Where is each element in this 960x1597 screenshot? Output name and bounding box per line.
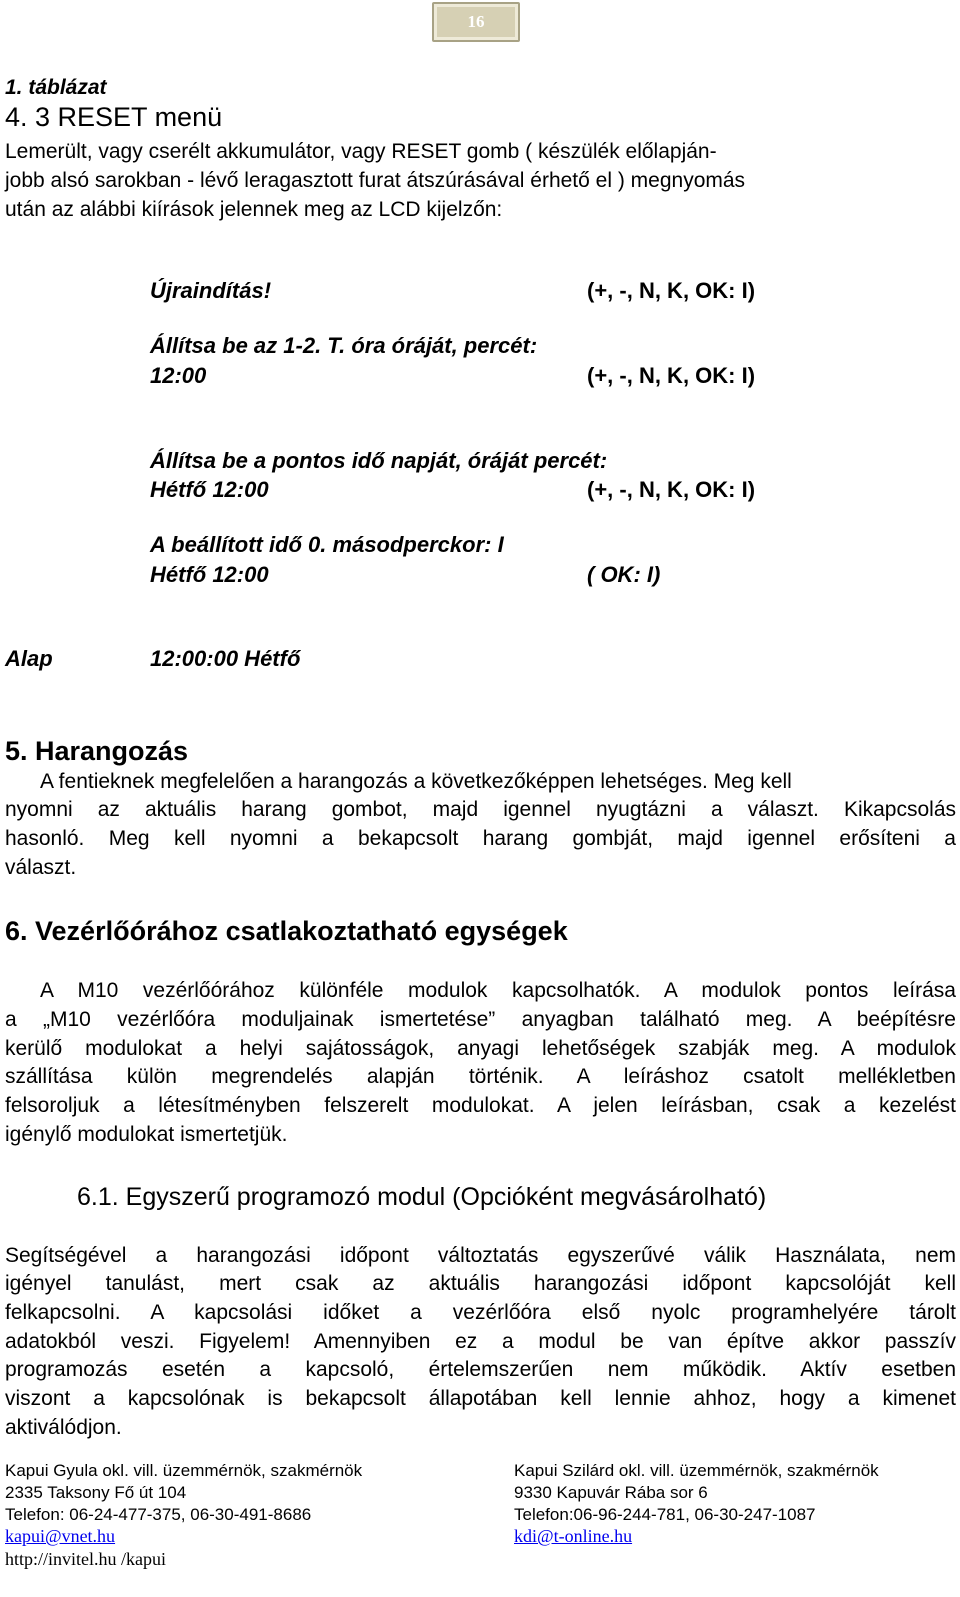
section-6-line: A M10 vezérlőórához különféle modulok kapcsolhatók. A modulok pontos leírása <box>40 979 956 1002</box>
footer-right-address: 9330 Kapuvár Rába sor 6 <box>514 1483 708 1502</box>
section-4-intro-line: jobb alsó sarokban - lévő leragasztott furat átszúrásával érhető el ) megnyomás <box>5 169 746 192</box>
section-6-line: szállítása külön megrendelés alapján történik. A leíráshoz csatolt mellékletben <box>5 1065 956 1088</box>
section-6-1-line: aktiválódjon. <box>5 1416 122 1439</box>
section-4-intro-line: után az alábbi kiírások jelennek meg az LCD kijelzőn: <box>5 198 503 221</box>
section-5-line: nyomni az aktuális harang gombot, majd igennel nyugtázni a választ. Kikapcsolás <box>5 798 956 821</box>
section-5-line: választ. <box>5 856 77 879</box>
footer-left-address: 2335 Taksony Fő út 104 <box>5 1483 187 1502</box>
lcd-base-label: Alap <box>5 646 53 671</box>
section-5-line: hasonló. Meg kell nyomni a bekapcsolt harang gombját, majd igennel erősíteni a <box>5 827 956 850</box>
lcd-confirm-keys: ( OK: I) <box>587 562 661 587</box>
table-caption: 1. táblázat <box>5 76 107 99</box>
section-6-1-line: igényel tanulást, mert csak az aktuális harangozási időpont kapcsolóját kell <box>5 1272 956 1295</box>
lcd-set-time-value: Hétfő 12:00 <box>150 477 269 502</box>
lcd-confirm-prompt: A beállított idő 0. másodperckor: I <box>150 532 504 557</box>
section-6-1-line: felkapcsolni. A kapcsolási időket a vezérlőóra első nyolc programhelyére tárolt <box>5 1301 956 1324</box>
lcd-restart-text: Újraindítás! <box>150 278 272 303</box>
page-number-badge: 16 <box>432 2 520 42</box>
footer-right-email-link[interactable]: kdi@t-online.hu <box>514 1526 633 1546</box>
lcd-restart-keys: (+, -, N, K, OK: I) <box>587 278 756 303</box>
footer-right-phone: Telefon:06-96-244-781, 06-30-247-1087 <box>514 1505 816 1524</box>
footer-left-web: http://invitel.hu /kapui <box>5 1549 166 1569</box>
lcd-set-t-clock-value: 12:00 <box>150 363 207 388</box>
lcd-set-time-prompt: Állítsa be a pontos idő napját, óráját percét: <box>150 448 608 473</box>
section-6-1-line: adatokból veszi. Figyelem! Amennyiben ez a modul be van építve akkor passzív <box>5 1330 956 1353</box>
section-6-1-line: programozás esetén a kapcsoló, értelemszerűen nem működik. Aktív esetben <box>5 1358 956 1381</box>
footer-left-name: Kapui Gyula okl. vill. üzemmérnök, szakmérnök <box>5 1461 363 1480</box>
footer-left-email-link[interactable]: kapui@vnet.hu <box>5 1526 116 1546</box>
section-4-heading: 4. 3 RESET menü <box>5 102 223 132</box>
lcd-base-value: 12:00:00 Hétfő <box>150 646 301 671</box>
section-4-intro-line: Lemerült, vagy cserélt akkumulátor, vagy RESET gomb ( készülék előlapján- <box>5 140 717 163</box>
section-6-line: felsoroljuk a létesítményben felszerelt modulokat. A jelen leírásban, csak a kezelést <box>5 1094 956 1117</box>
section-6-1-heading: 6.1. Egyszerű programozó modul (Opcióként megvásárolható) <box>77 1183 767 1211</box>
section-5-heading: 5. Harangozás <box>5 736 189 766</box>
footer-right-name: Kapui Szilárd okl. vill. üzemmérnök, szakmérnök <box>514 1461 879 1480</box>
section-6-line: a „M10 vezérlőóra moduljainak ismertetése” anyagban található meg. A beépítésre <box>5 1008 956 1031</box>
section-6-1-line: viszont a kapcsolónak is bekapcsolt állapotában kell lennie ahhoz, hogy a kimenet <box>5 1387 956 1410</box>
section-6-1-line: Segítségével a harangozási időpont változtatás egyszerűvé válik Használata, nem <box>5 1244 956 1267</box>
lcd-confirm-value: Hétfő 12:00 <box>150 562 269 587</box>
section-6-heading: 6. Vezérlőórához csatlakoztatható egységek <box>5 916 568 946</box>
section-6-line: kerülő modulokat a helyi sajátosságok, anyagi lehetőségek szabják meg. A modulok <box>5 1037 956 1060</box>
section-5-line: A fentieknek megfelelően a harangozás a következőképpen lehetséges. Meg kell <box>40 770 792 793</box>
lcd-set-time-keys: (+, -, N, K, OK: I) <box>587 477 756 502</box>
section-6-line: igénylő modulokat ismertetjük. <box>5 1123 288 1146</box>
lcd-set-t-clock-prompt: Állítsa be az 1-2. T. óra óráját, percét: <box>150 333 538 358</box>
footer-left-phone: Telefon: 06-24-477-375, 06-30-491-8686 <box>5 1505 312 1524</box>
lcd-set-t-clock-keys: (+, -, N, K, OK: I) <box>587 363 756 388</box>
